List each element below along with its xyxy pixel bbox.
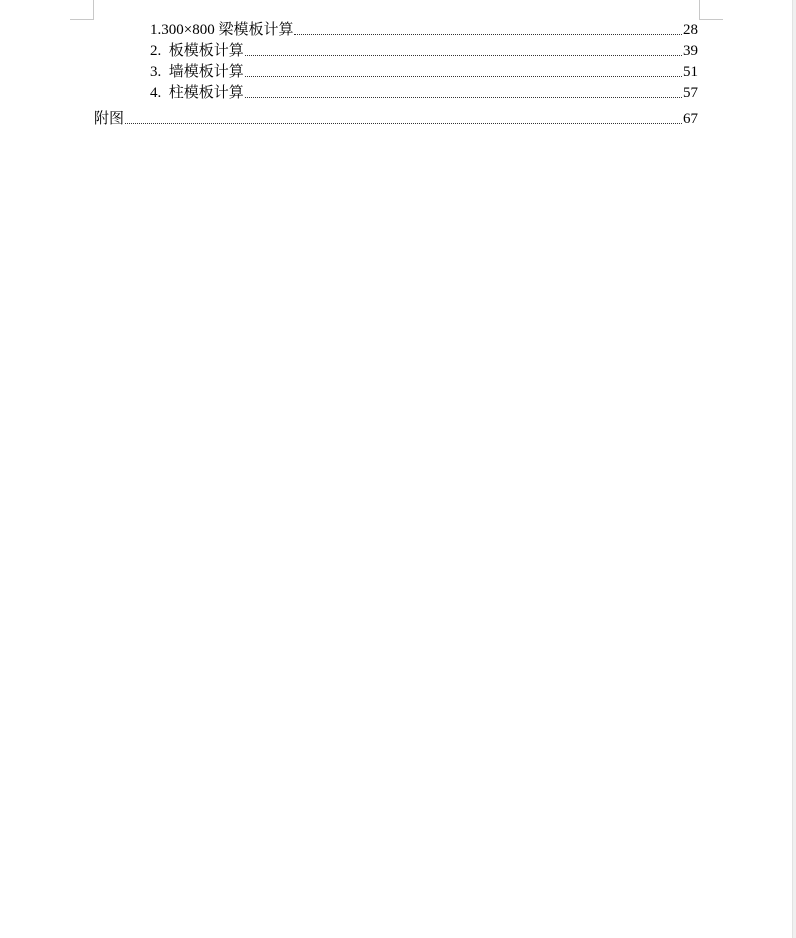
toc-appendix-page: 67 xyxy=(683,111,698,127)
toc-entry-title: 墙模板计算 xyxy=(168,64,244,80)
margin-crop-mark-left xyxy=(70,0,94,20)
toc-entry-page: 28 xyxy=(683,22,698,38)
toc-entry-title: 柱模板计算 xyxy=(168,85,244,101)
toc-dot-leader xyxy=(125,123,682,124)
toc-dot-leader xyxy=(245,97,682,98)
toc-entry-page: 51 xyxy=(683,64,698,80)
toc-entry-number: 2. xyxy=(150,43,169,59)
toc-entry-page: 39 xyxy=(683,43,698,59)
toc-dot-leader xyxy=(245,76,682,77)
toc-entry[interactable] xyxy=(150,42,698,60)
toc-appendix-entry[interactable] xyxy=(94,110,698,128)
margin-crop-mark-right xyxy=(699,0,723,20)
toc-dot-leader xyxy=(294,34,682,35)
toc-entry-page: 57 xyxy=(683,85,698,101)
toc-entry-number: 3. xyxy=(150,64,169,80)
toc-entry-number: 1. xyxy=(150,22,162,38)
toc-entry[interactable] xyxy=(150,21,698,39)
toc-dot-leader xyxy=(245,55,682,56)
toc-entry[interactable] xyxy=(150,84,698,102)
toc-entry-title: 板模板计算 xyxy=(168,43,244,59)
toc-entry[interactable] xyxy=(150,63,698,81)
page-right-edge xyxy=(792,0,796,938)
toc-entry-number: 4. xyxy=(150,85,169,101)
toc-appendix-title: 附图 xyxy=(94,111,125,127)
toc-entry-title: 300×800 梁模板计算 xyxy=(161,22,294,38)
